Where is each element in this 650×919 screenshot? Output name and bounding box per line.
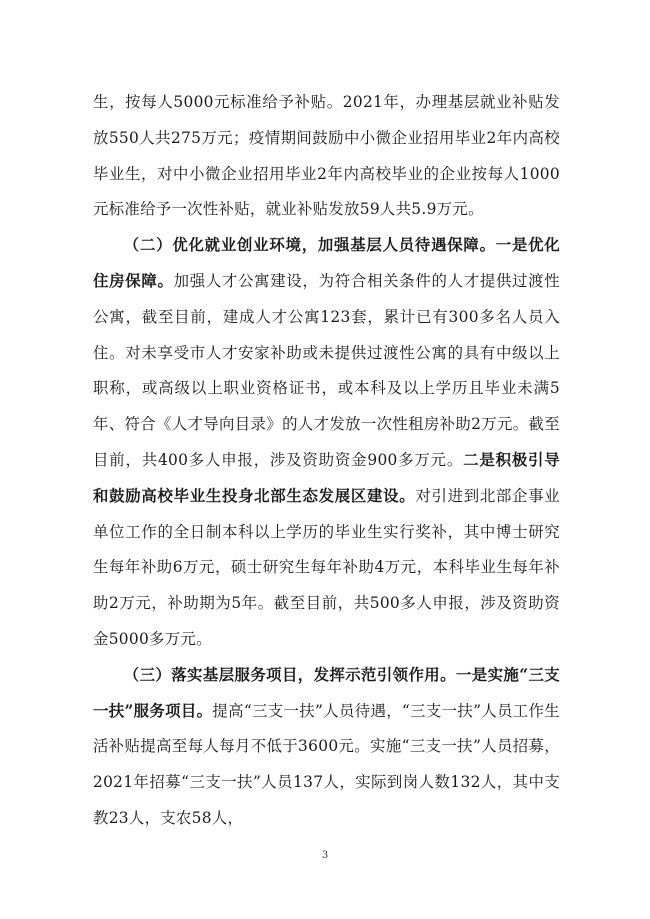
text-run: 提高“三支一扶”人员待遇，“三支一扶”人员工作生活补贴提高至每人每月不低于3600元。实施“三支一扶”人员招募，2021年招募“三支一扶”人员137人，实际到岗人数132人，其中支教23人，支农58人， (93, 701, 560, 827)
text-run: 对引进到北部企事业单位工作的全日制本科以上学历的毕业生实行奖补，其中博士研究生每年补助6万元，硕士研究生每年补助4万元，本科毕业生每年补助2万元，补助期为5年。截至目前，共500多人申报，涉及资助资金5000多万元。 (93, 486, 560, 648)
section-heading-3: （三）落实基层服务项目，发挥示范引领作用。一是实施“三支一扶”服务项目。 (93, 665, 560, 720)
body-text (93, 85, 560, 837)
bold-point: 二是积极引导和鼓励高校毕业生投身北部生态发展区建设。 (93, 450, 560, 505)
paragraph-1 (93, 85, 560, 228)
paragraph-2 (93, 228, 560, 658)
page-number: 3 (321, 850, 329, 861)
section-heading-2: （二）优化就业创业环境，加强基层人员待遇保障。一是优化住房保障。 (93, 236, 560, 290)
paragraph-3 (93, 658, 560, 837)
text-run: 加强人才公寓建设，为符合相关条件的人才提供过渡性公寓，截至目前，建成人才公寓123套，累计已有300多名人员入住。对未享受市人才安家补助或未提供过渡性公寓的具有中级以上职称，或高级以上职业资格证书，或本科及以上学历且毕业未满5年、符合《人才导向目录》的人才发放一次性租房补助2万元。截至目前，共400多人申报，涉及资助资金900多万元。 (93, 271, 560, 469)
text-run: 生，按每人5000元标准给予补贴。2021年，办理基层就业补贴发放550人共275万元；疫情期间鼓励中小微企业招用毕业2年内高校毕业生，对中小微企业招用毕业2年内高校毕业的企业按每人1000元标准给予一次性补贴，就业补贴发放59人共5.9万元。 (93, 93, 560, 219)
